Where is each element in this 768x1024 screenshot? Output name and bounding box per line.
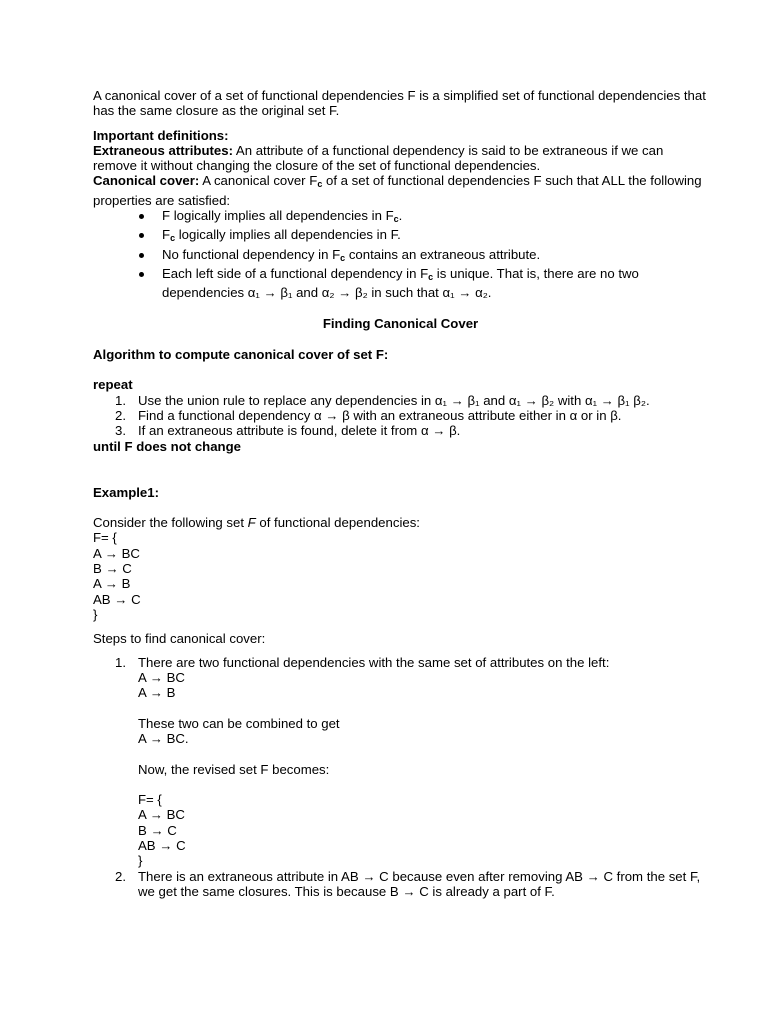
property-text: No functional dependency in F xyxy=(162,246,341,262)
property-item xyxy=(139,227,708,246)
step-text: There is an extraneous attribute in AB → C because even after removing AB → C from the set F, we get the same closures. This is because B → C is already a part of F. xyxy=(138,868,701,899)
canonical-term: Canonical cover: xyxy=(93,173,200,189)
step-text: Use the union rule to replace any dependencies in α₁ → β₁ and α₁ → β₂ with α₁ → β₁ β₂. xyxy=(138,392,650,408)
canonical-text-b: of a set of functional dependencies F such that ALL the following properties are satisfied: xyxy=(93,173,702,208)
example-steps xyxy=(93,655,708,900)
consider-text-a: Consider the following set xyxy=(93,515,248,531)
combine-text: These two can be combined to get xyxy=(138,715,340,731)
property-item xyxy=(139,266,708,301)
set-line: AB → C xyxy=(93,591,141,607)
set-line: AB → C xyxy=(138,838,186,854)
steps-intro: Steps to find canonical cover: xyxy=(93,631,266,647)
set-line: F= { xyxy=(93,530,117,546)
property-sub: c xyxy=(393,214,399,225)
section-title: Finding Canonical Cover xyxy=(322,315,479,331)
extraneous-definition xyxy=(93,143,708,174)
set-line: } xyxy=(138,853,143,869)
set-line: B → C xyxy=(93,561,132,577)
step-text: There are two functional dependencies with the same set of attributes on the left: xyxy=(138,654,610,670)
property-sub: c xyxy=(170,233,176,244)
definitions-heading: Important definitions: xyxy=(93,127,229,143)
property-text-end: contains an extraneous attribute. xyxy=(345,246,541,262)
set-line: B → C xyxy=(138,822,177,838)
revised-text: Now, the revised set F becomes: xyxy=(138,761,330,777)
intro-paragraph: A canonical cover of a set of functional dependencies F is a simplified set of functional dependencies that has the same closure as the original set F. xyxy=(93,88,706,119)
consider-text-b: of functional dependencies: xyxy=(255,515,420,531)
extraneous-term: Extraneous attributes: xyxy=(93,142,233,158)
dependency-line: A → BC xyxy=(138,669,185,685)
property-item xyxy=(139,247,708,266)
example-consider xyxy=(93,515,708,530)
step-number: 3. xyxy=(115,423,126,439)
example-step-1 xyxy=(115,655,708,869)
step-number: 2. xyxy=(115,408,126,424)
repeat-keyword: repeat xyxy=(93,377,133,393)
properties-list xyxy=(93,208,708,300)
algorithm-steps xyxy=(93,393,708,439)
algorithm-step xyxy=(115,423,708,438)
canonical-sub: c xyxy=(317,179,323,190)
step-text: If an extraneous attribute is found, delete it from α → β. xyxy=(138,423,461,439)
extraneous-text: An attribute of a functional dependency is said to be extraneous if we can remove it without changing the closure of the set of functional dependencies. xyxy=(93,142,664,174)
algorithm-step xyxy=(115,408,708,423)
set-line: } xyxy=(93,606,98,622)
example-heading: Example1: xyxy=(93,484,159,500)
step-number: 1. xyxy=(115,654,126,670)
set-line: A → B xyxy=(93,576,131,592)
property-text: Each left side of a functional dependency in F xyxy=(162,265,429,281)
property-text-end: is unique. That is, there are no two dependencies α₁ → β₁ and α₂ → β₂ in such that α₁ → α₂. xyxy=(162,265,639,301)
property-sub: c xyxy=(428,271,434,282)
consider-f: F xyxy=(247,515,256,531)
combined-dependency: A → BC. xyxy=(138,730,189,746)
property-text: F logically implies all dependencies in F xyxy=(162,208,394,224)
step-number: 1. xyxy=(115,392,126,408)
set-line: F= { xyxy=(138,792,162,808)
property-sub: c xyxy=(340,252,346,263)
algorithm-step xyxy=(115,393,708,408)
set-line: A → BC xyxy=(93,545,140,561)
algorithm-heading: Algorithm to compute canonical cover of set F: xyxy=(93,346,389,362)
canonical-text-a: A canonical cover F xyxy=(199,173,318,189)
canonical-definition xyxy=(93,173,708,208)
step-text: Find a functional dependency α → β with an extraneous attribute either in α or in β. xyxy=(138,408,622,424)
property-text: F xyxy=(162,227,171,243)
property-item xyxy=(139,208,708,227)
definitions-section xyxy=(93,128,708,301)
property-text-end: logically implies all dependencies in F. xyxy=(175,227,401,243)
until-keyword: until F does not change xyxy=(93,438,241,454)
property-text-end: . xyxy=(398,208,403,224)
dependency-line: A → B xyxy=(138,685,176,701)
example-step-2 xyxy=(115,869,708,900)
set-line: A → BC xyxy=(138,807,185,823)
step-number: 2. xyxy=(115,868,126,884)
example-set xyxy=(93,530,708,622)
